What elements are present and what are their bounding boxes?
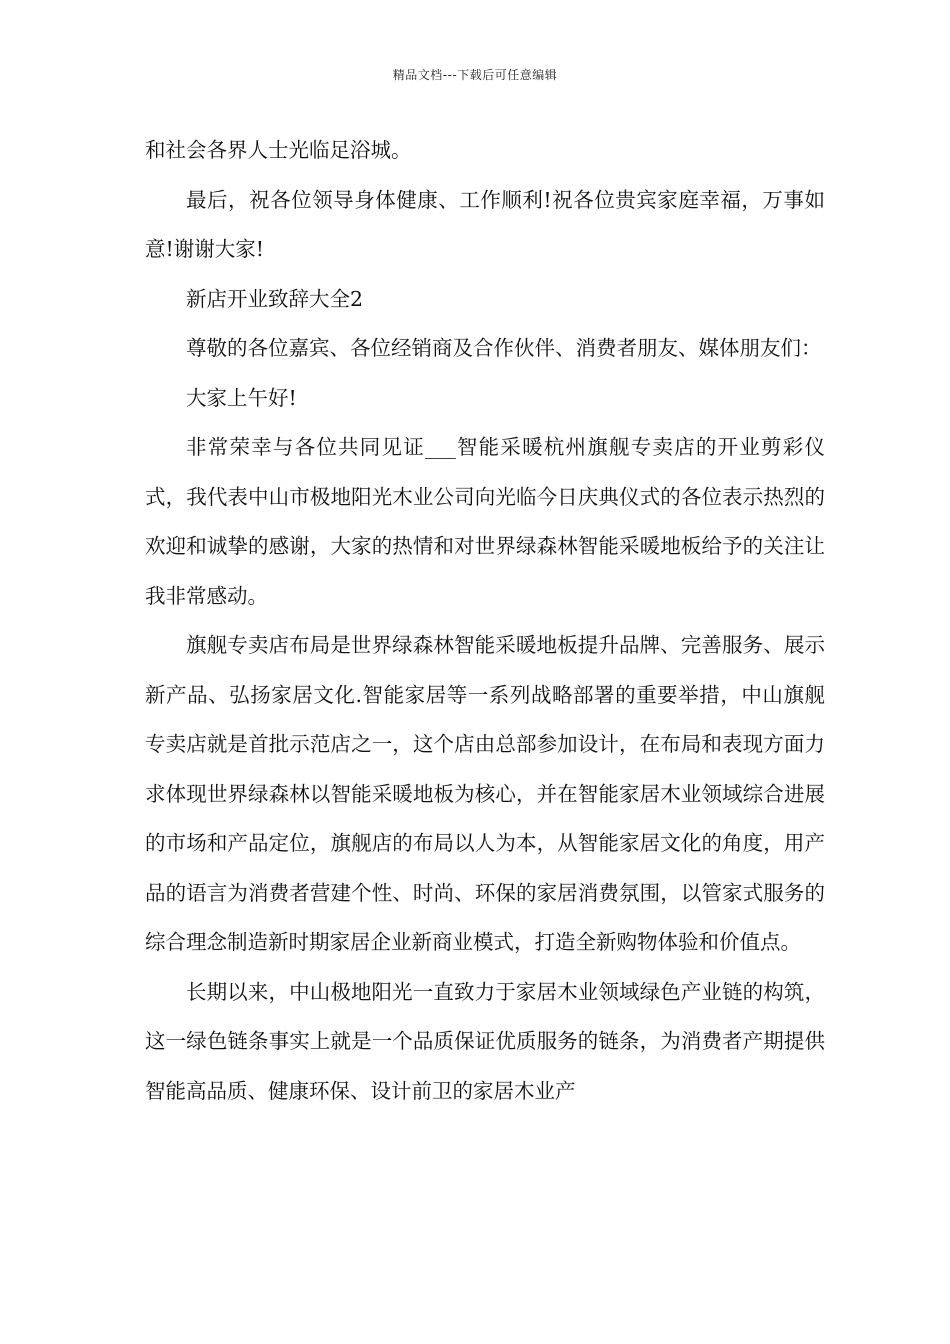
paragraph: 长期以来，中山极地阳光一直致力于家居木业领域绿色产业链的构筑，这一绿色链条事实上就是一个品质保证优质服务的链条，为消费者产期提供智能高品质、健康环保、设计前卫的家居木业产 [145, 979, 825, 1103]
paragraph: 旗舰专卖店布局是世界绿森林智能采暖地板提升品牌、完善服务、展示新产品、弘扬家居文化.智能家居等一系列战略部署的重要举措，中山旗舰专卖店就是首批示范店之一，这个店由总部参加设计，在布局和表现方面力求体现世界绿森林以智能采暖地板为核心，并在智能家居木业领域综合进展的市场和产品定位，旗舰店的布局以人为本，从智能家居文化的角度，用产品的语言为消费者营建个性、时尚、环保的家居消费氛围，以管家式服务的综合理念制造新时期家居企业新商业模式，打造全新购物体验和价值点。 [145, 633, 825, 954]
section-title: 新店开业致辞大全2 [186, 286, 364, 311]
document-body [145, 126, 825, 1116]
salutation: 尊敬的各位嘉宾、各位经销商及合作伙伴、消费者朋友、媒体朋友们： [186, 336, 822, 360]
paragraph: 和社会各界人士光临足浴城。 [145, 138, 412, 162]
greeting: 大家上午好! [186, 385, 297, 410]
paragraph: 非常荣幸与各位共同见证___智能采暖杭州旗舰专卖店的开业剪彩仪式，我代表中山市极地阳光木业公司向光临今日庆典仪式的各位表示热烈的欢迎和诚挚的感谢，大家的热情和对世界绿森林智能采暖地板给予的关注让我非常感动。 [145, 435, 825, 608]
page-header: 精品文档---下载后可任意编辑 [392, 68, 558, 82]
paragraph: 最后，祝各位领导身体健康、工作顺利!祝各位贵宾家庭幸福，万事如意!谢谢大家! [145, 187, 825, 261]
